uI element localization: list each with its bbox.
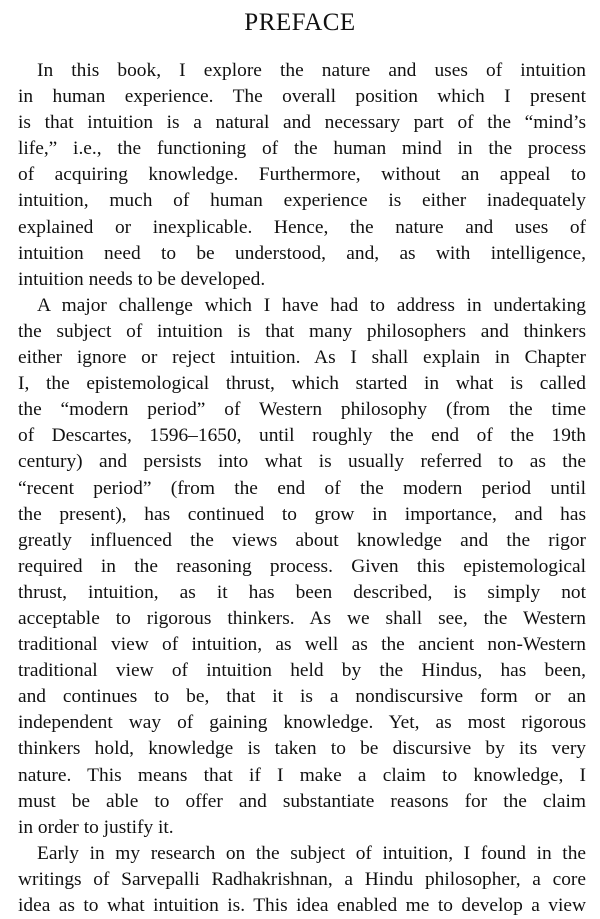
text-line: acceptable to rigorous thinkers. As we shall see, the Western bbox=[18, 607, 586, 629]
text-line: intuition needs to be developed. bbox=[18, 268, 266, 290]
text-line: In this book, I explore the nature and uses of intuition bbox=[37, 60, 586, 81]
paragraph-1 bbox=[18, 58, 586, 293]
text-line: nature. This means that if I make a claim to knowledge, I bbox=[18, 764, 586, 786]
text-line: of Descartes, 1596–1650, until roughly the end of the 19th bbox=[18, 425, 586, 447]
text-line: traditional view of intuition, as well as the ancient non-Western bbox=[18, 634, 586, 656]
text-line: the present), has continued to grow in importance, and has bbox=[18, 503, 586, 525]
text-line: intuition, much of human experience is either inadequately bbox=[18, 190, 586, 212]
text-line: of acquiring knowledge. Furthermore, without an appeal to bbox=[18, 164, 586, 186]
text-line: the subject of intuition is that many philosophers and thinkers bbox=[18, 320, 586, 342]
text-line: required in the reasoning process. Given this epistemological bbox=[18, 555, 586, 577]
text-line: either ignore or reject intuition. As I shall explain in Chapter bbox=[18, 347, 586, 369]
text-line: thrust, intuition, as it has been described, is simply not bbox=[18, 581, 586, 603]
text-line: explained or inexplicable. Hence, the nature and uses of bbox=[18, 216, 586, 238]
text-line: independent way of gaining knowledge. Yet, as most rigorous bbox=[18, 712, 586, 734]
text-line: must be able to offer and substantiate reasons for the claim bbox=[18, 790, 586, 812]
text-line: Early in my research on the subject of intuition, I found in the bbox=[37, 842, 586, 864]
page-title: PREFACE bbox=[244, 9, 356, 36]
preface-body bbox=[18, 58, 586, 919]
text-line: intuition need to be understood, and, as with intelligence, bbox=[18, 242, 586, 264]
text-line: in order to justify it. bbox=[18, 816, 174, 838]
text-line: A major challenge which I have had to address in undertaking bbox=[37, 294, 586, 316]
text-line: the “modern period” of Western philosophy (from the time bbox=[18, 399, 586, 421]
text-line: idea as to what intuition is. This idea enabled me to develop a view bbox=[18, 895, 586, 916]
paragraph-2 bbox=[18, 293, 586, 841]
text-line: life,” i.e., the functioning of the human mind in the process bbox=[18, 138, 586, 160]
text-line: “recent period” (from the end of the modern period until bbox=[18, 477, 586, 499]
text-line: and continues to be, that it is a nondiscursive form or an bbox=[18, 686, 586, 708]
text-line: century) and persists into what is usually referred to as the bbox=[18, 451, 586, 473]
text-line: writings of Sarvepalli Radhakrishnan, a Hindu philosopher, a core bbox=[18, 868, 586, 890]
text-line: in human experience. The overall position which I present bbox=[18, 86, 586, 108]
text-line: traditional view of intuition held by the Hindus, has been, bbox=[18, 660, 586, 682]
paragraph-3 bbox=[18, 841, 586, 919]
text-line: is that intuition is a natural and necessary part of the “mind’s bbox=[18, 112, 586, 134]
text-line: greatly influenced the views about knowledge and the rigor bbox=[18, 529, 586, 551]
text-line: thinkers hold, knowledge is taken to be discursive by its very bbox=[18, 738, 586, 760]
text-line: I, the epistemological thrust, which started in what is called bbox=[18, 373, 586, 395]
